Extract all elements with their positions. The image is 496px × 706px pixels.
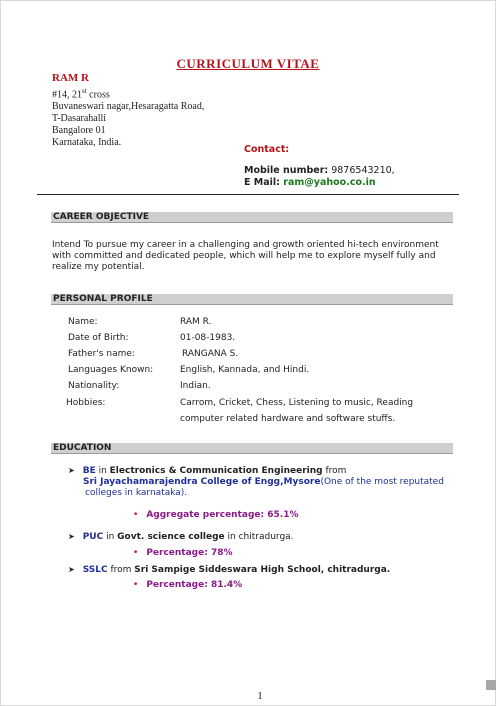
puc-rest: in chitradurga.	[224, 532, 294, 542]
hobbies-value-2: computer related hardware and software stuffs.	[180, 414, 396, 424]
page-number: 1	[257, 690, 263, 702]
puc-in: in	[103, 532, 118, 542]
section-education: EDUCATION	[51, 443, 453, 454]
contact-block	[244, 165, 395, 189]
be-percentage-item	[133, 510, 298, 521]
languages-value: English, Kannada, and Hindi.	[180, 365, 310, 375]
education-sslc	[68, 564, 390, 576]
address-line-1-post: cross	[86, 89, 110, 101]
address-line-3: T-Dasarahalli	[52, 113, 107, 125]
puc-percentage-item	[133, 548, 233, 559]
languages-label: Languages Known:	[68, 365, 154, 375]
be-from: from	[322, 466, 347, 476]
father-value: RANGANA S.	[182, 349, 239, 359]
address-line-1: #14, 21	[52, 89, 82, 101]
education-be	[68, 465, 346, 477]
personal-name-label: Name:	[68, 317, 98, 327]
puc-degree: PUC	[82, 532, 104, 542]
be-note-2: colleges in karnataka).	[85, 488, 188, 498]
dot-bullet-icon: •	[133, 548, 139, 558]
address-line-2: Buvaneswari nagar,Hesaragatta Road,	[52, 101, 205, 113]
hobbies-value-1: Carrom, Cricket, Chess, Listening to music, Reading	[180, 398, 414, 408]
nationality-value: Indian.	[180, 381, 211, 391]
address-line-1-sup: st	[82, 87, 87, 95]
divider-rule	[37, 194, 459, 195]
address-block	[52, 85, 204, 149]
be-college-line	[83, 477, 444, 488]
candidate-name: RAM R	[52, 72, 89, 84]
father-label: Father's name:	[68, 349, 135, 359]
personal-name-value: RAM R.	[180, 317, 212, 327]
be-degree: BE	[82, 466, 96, 476]
sslc-degree: SSLC	[82, 565, 108, 575]
puc-percentage: Percentage: 78%	[146, 548, 233, 558]
email-label: E Mail:	[244, 177, 280, 188]
scroll-corner	[486, 680, 496, 690]
document-title: CURRICULUM VITAE	[176, 56, 320, 71]
sslc-percentage-item	[133, 580, 242, 591]
dob-label: Date of Birth:	[68, 333, 129, 343]
address-line-4: Bangalore 01	[52, 125, 106, 137]
dot-bullet-icon: •	[133, 580, 139, 590]
be-in: in	[95, 466, 110, 476]
sslc-school: Sri Sampige Siddeswara High School, chitradurga.	[134, 565, 391, 575]
arrow-bullet-icon: ➤	[68, 532, 75, 541]
section-personal-profile: PERSONAL PROFILE	[51, 294, 453, 305]
mobile-label: Mobile number:	[244, 165, 329, 176]
be-note-1: (One of the most reputated	[320, 477, 444, 487]
dob-value: 01-08-1983.	[180, 333, 236, 343]
mobile-number: 9876543210,	[328, 165, 395, 176]
be-field: Electronics & Communication Engineering	[109, 466, 323, 476]
dot-bullet-icon: •	[133, 510, 139, 520]
address-line-5: Karnataka, India.	[52, 137, 122, 149]
arrow-bullet-icon: ➤	[68, 466, 75, 475]
career-objective-text: Intend To pursue my career in a challenging and growth oriented hi-tech environment with committed and dedicated people, which will help me to explore myself fully and realize my potential.	[52, 240, 439, 272]
sslc-from: from	[107, 565, 135, 575]
sslc-percentage: Percentage: 81.4%	[146, 580, 243, 590]
education-puc	[68, 531, 294, 543]
hobbies-label: Hobbies:	[66, 398, 106, 408]
email-address[interactable]: ram@yahoo.co.in	[279, 177, 376, 188]
be-percentage: Aggregate percentage: 65.1%	[146, 510, 299, 520]
nationality-label: Nationality:	[68, 381, 120, 391]
arrow-bullet-icon: ➤	[68, 565, 75, 574]
section-career-objective: CAREER OBJECTIVE	[51, 212, 453, 223]
puc-college: Govt. science college	[117, 532, 225, 542]
be-college: Sri Jayachamarajendra College of Engg,Mysore	[83, 477, 321, 487]
contact-heading: Contact:	[244, 144, 290, 155]
